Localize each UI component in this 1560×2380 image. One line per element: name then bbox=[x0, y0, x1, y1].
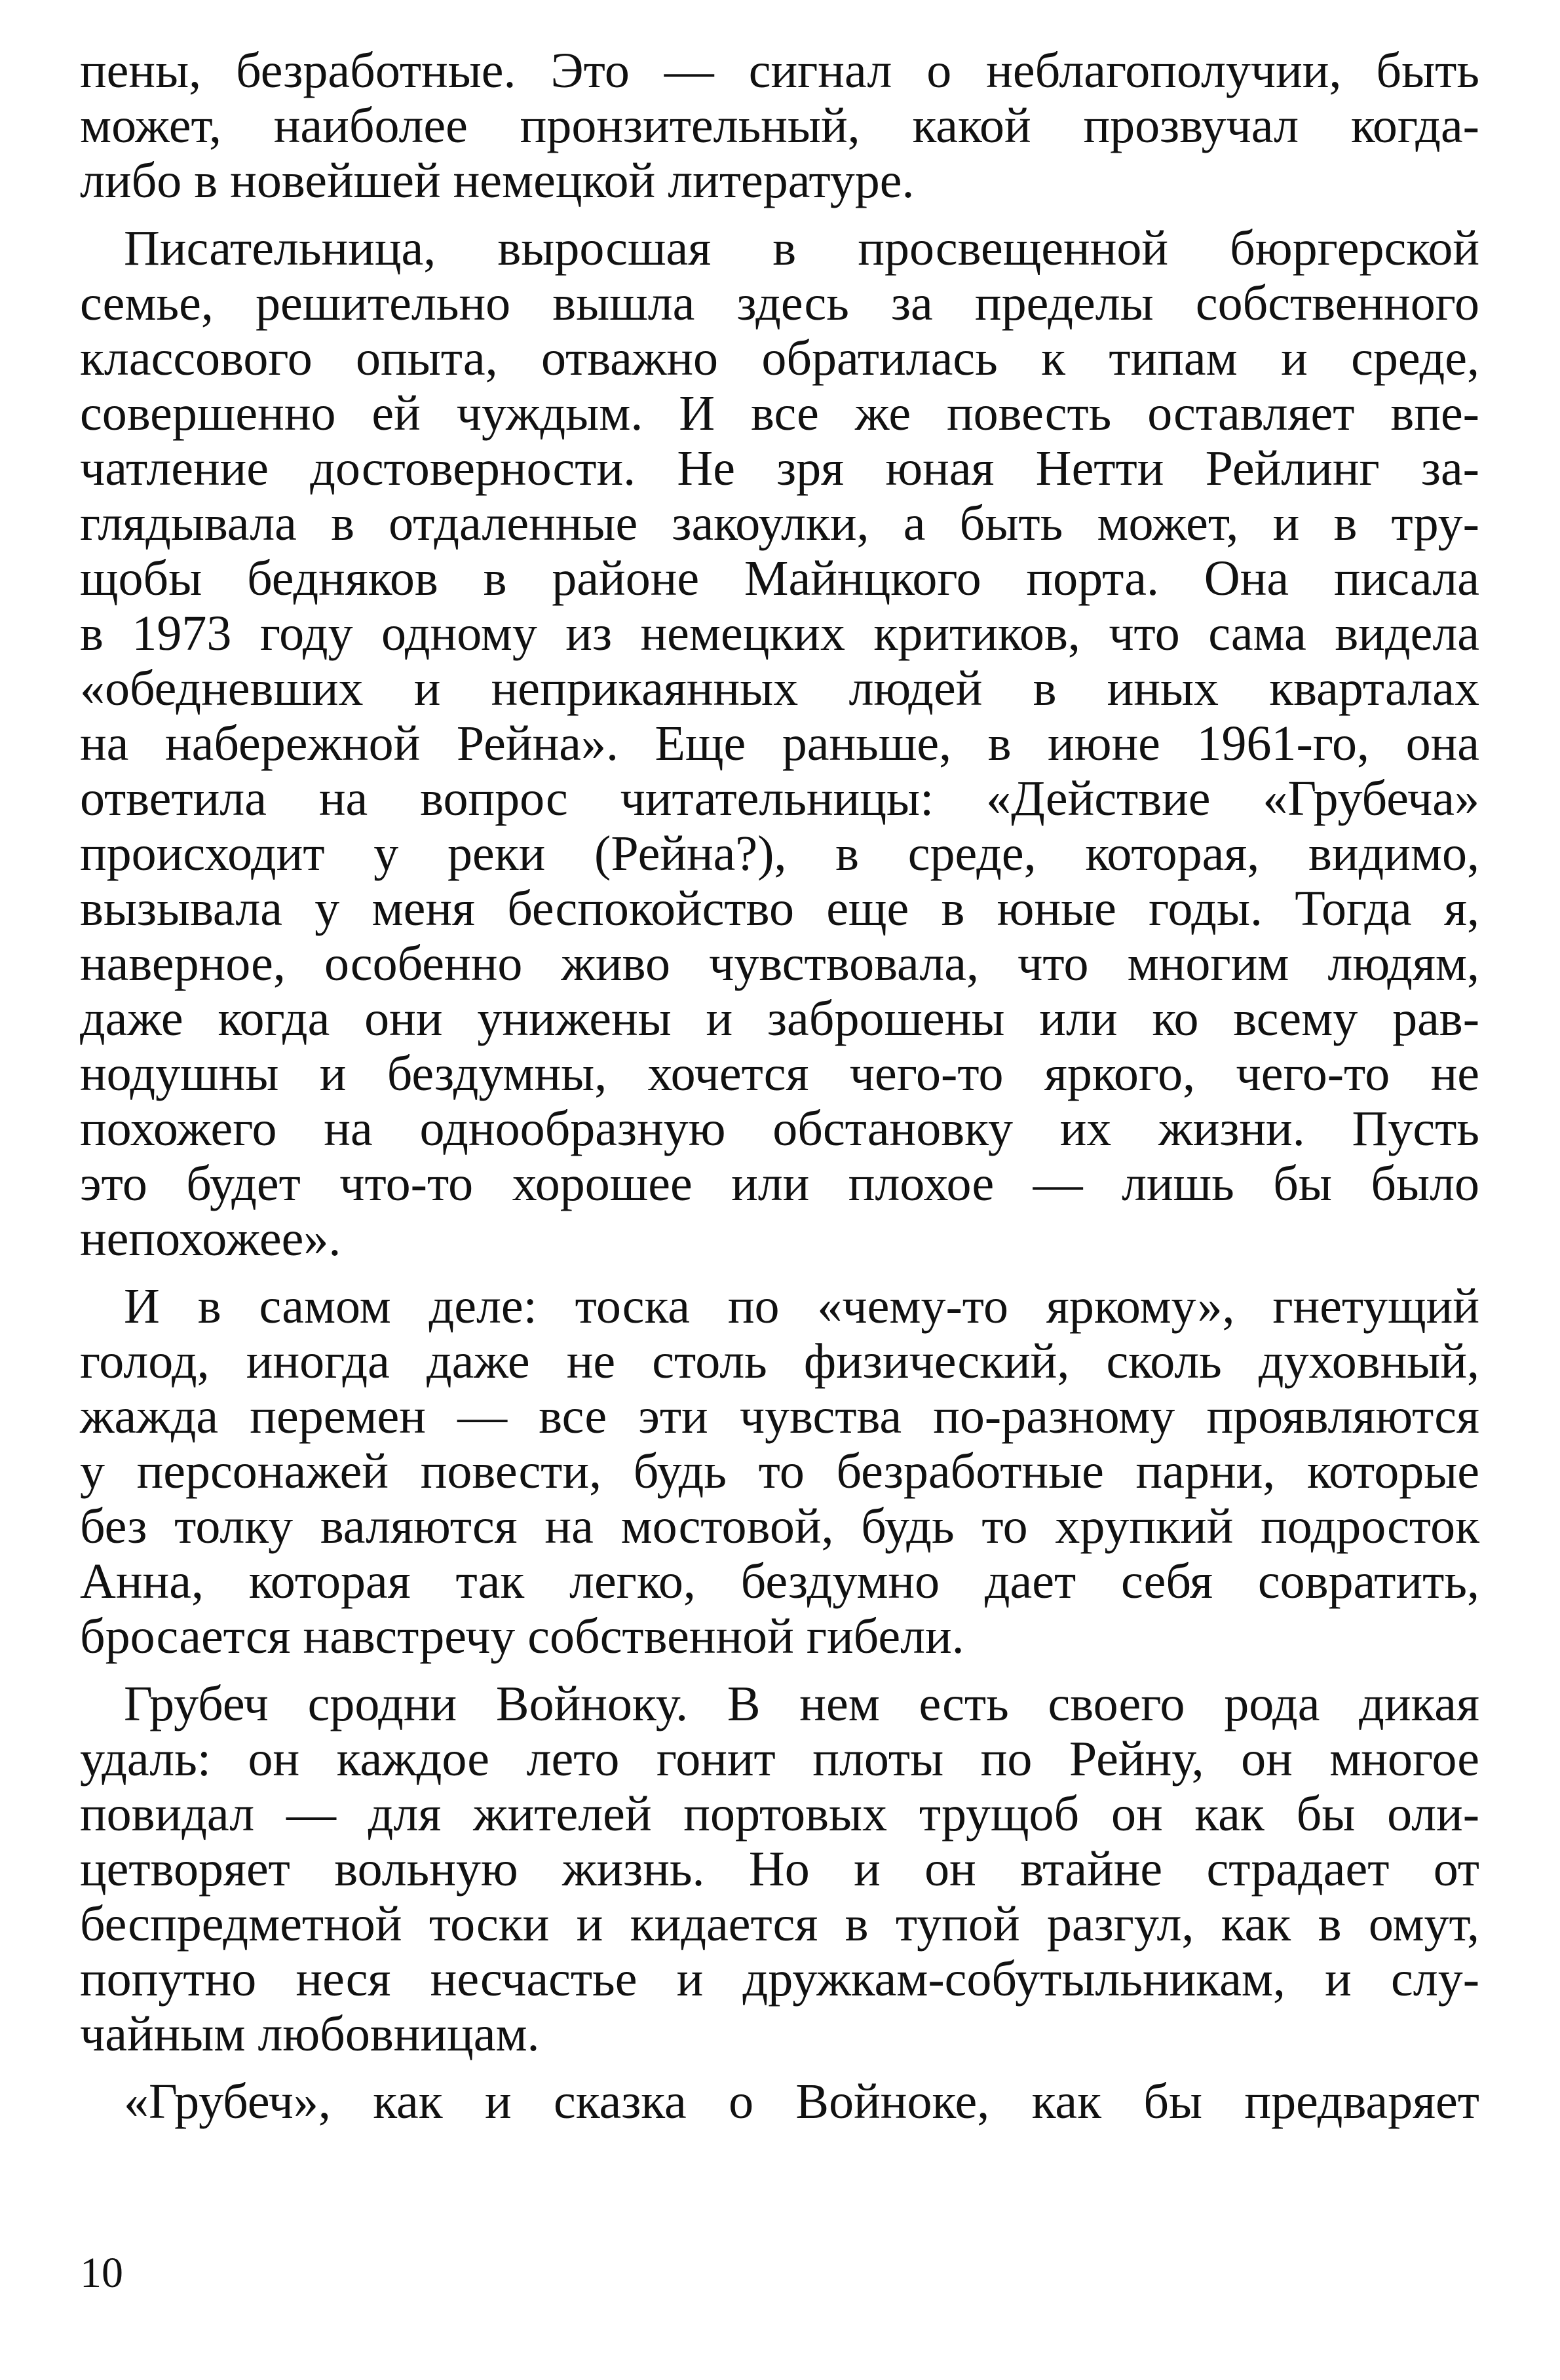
text-line: попутно неся несчастье и дружкам-собутыльникам, и слу- bbox=[80, 1952, 1479, 2007]
text-line: повидал — для жителей портовых трущоб он как бы оли- bbox=[80, 1786, 1479, 1842]
text-line: без толку валяются на мостовой, будь то хрупкий подросток bbox=[80, 1499, 1479, 1554]
text-line: может, наиболее пронзительный, какой прозвучал когда- bbox=[80, 98, 1479, 153]
text-line: похожего на однообразную обстановку их жизни. Пусть bbox=[80, 1101, 1479, 1156]
text-line: пены, безработные. Это — сигнал о неблагополучии, быть bbox=[80, 43, 1479, 98]
text-line: «Грубеч», как и сказка о Войноке, как бы предваряет bbox=[124, 2074, 1479, 2129]
text-line: И в самом деле: тоска по «чему-то яркому», гнетущий bbox=[124, 1279, 1479, 1334]
text-line: классового опыта, отважно обратилась к типам и среде, bbox=[80, 331, 1479, 386]
text-line: у персонажей повести, будь то безработные парни, которые bbox=[80, 1444, 1479, 1499]
text-line: Писательница, выросшая в просвещенной бюргерской bbox=[124, 221, 1479, 276]
text-line: это будет что-то хорошее или плохое — лишь бы было bbox=[80, 1156, 1479, 1211]
text-line: глядывала в отдаленные закоулки, а быть может, и в тру- bbox=[80, 496, 1479, 551]
text-line: либо в новейшей немецкой литературе. bbox=[80, 153, 915, 208]
text-line: удаль: он каждое лето гонит плоты по Рейну, он многое bbox=[80, 1731, 1479, 1786]
text-line: чайным любовницам. bbox=[80, 2007, 540, 2062]
text-line: вызывала у меня беспокойство еще в юные годы. Тогда я, bbox=[80, 881, 1479, 936]
text-line: даже когда они унижены и заброшены или ко всему рав- bbox=[80, 991, 1479, 1046]
text-line: нодушны и бездумны, хочется чего-то яркого, чего-то не bbox=[80, 1046, 1479, 1101]
text-line: Грубеч сродни Войноку. В нем есть своего рода дикая bbox=[124, 1676, 1479, 1731]
text-line: цетворяет вольную жизнь. Но и он втайне страдает от bbox=[80, 1842, 1479, 1897]
text-line: семье, решительно вышла здесь за пределы собственного bbox=[80, 276, 1479, 331]
text-line: наверное, особенно живо чувствовала, что многим людям, bbox=[80, 936, 1479, 991]
page-number: 10 bbox=[80, 2249, 123, 2297]
text-line: совершенно ей чуждым. И все же повесть оставляет впе- bbox=[80, 386, 1479, 441]
text-line: чатление достоверности. Не зря юная Нетти Рейлинг за- bbox=[80, 441, 1479, 496]
text-line: бросается навстречу собственной гибели. bbox=[80, 1609, 964, 1664]
text-line: непохожее». bbox=[80, 1211, 341, 1266]
text-line: жажда перемен — все эти чувства по-разному проявляются bbox=[80, 1389, 1479, 1444]
text-line: происходит у реки (Рейна?), в среде, которая, видимо, bbox=[80, 826, 1479, 881]
text-line: голод, иногда даже не столь физический, сколь духовный, bbox=[80, 1334, 1479, 1389]
text-line: беспредметной тоски и кидается в тупой разгул, как в омут, bbox=[80, 1897, 1479, 1952]
text-line: щобы бедняков в районе Майнцкого порта. Она писала bbox=[80, 551, 1479, 606]
text-line: в 1973 году одному из немецких критиков, что сама видела bbox=[80, 606, 1479, 661]
text-line: «обедневших и неприкаянных людей в иных кварталах bbox=[80, 661, 1479, 716]
text-line: на набережной Рейна». Еще раньше, в июне 1961-го, она bbox=[80, 716, 1479, 771]
text-line: Анна, которая так легко, бездумно дает себя совратить, bbox=[80, 1554, 1479, 1609]
text-line: ответила на вопрос читательницы: «Действие «Грубеча» bbox=[80, 771, 1479, 826]
